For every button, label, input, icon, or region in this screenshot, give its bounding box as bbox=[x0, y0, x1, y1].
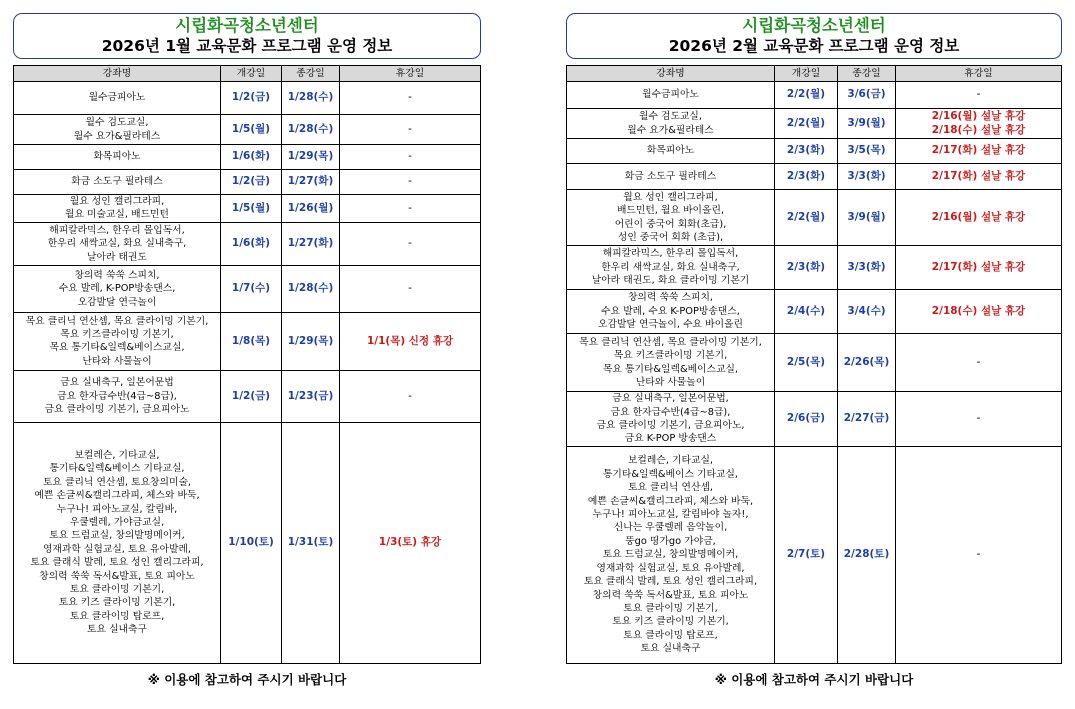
end-date: 2/27(금) bbox=[838, 392, 896, 447]
course-name-line: 토요 실내축구 bbox=[640, 643, 701, 655]
holiday-line: - bbox=[408, 150, 412, 163]
course-name-line: 오감발달 연극놀이, 수요 바이올린 bbox=[598, 319, 743, 331]
holiday bbox=[896, 139, 1062, 164]
start-date: 1/10(토) bbox=[221, 422, 282, 663]
header-holiday: 휴강일 bbox=[896, 66, 1062, 82]
course-name-line: 금요 실내축구, 일본어문법 bbox=[60, 377, 174, 389]
holiday bbox=[896, 164, 1062, 190]
holiday bbox=[896, 109, 1062, 139]
course-name-line: 금요 K-POP 방송댄스 bbox=[624, 433, 717, 445]
course-name-line: 금요 클라이밍 기본기, 금요피아노 bbox=[44, 404, 190, 416]
course-name-line: 배드민턴, 월요 바이올린, bbox=[616, 205, 725, 217]
course-name bbox=[567, 334, 775, 392]
holiday bbox=[340, 115, 481, 145]
start-date: 2/2(월) bbox=[775, 190, 838, 246]
course-name bbox=[14, 370, 221, 422]
course-name-line: 토요 클라이밍 기본기, bbox=[623, 602, 718, 614]
start-date: 1/6(화) bbox=[221, 222, 282, 265]
table-row bbox=[14, 312, 481, 370]
course-name bbox=[567, 82, 775, 109]
schedule-table bbox=[566, 65, 1062, 664]
course-name-line: 토요 드럼교실, 창의발명메이커, bbox=[49, 530, 185, 542]
holiday-line: - bbox=[976, 355, 981, 368]
course-name bbox=[14, 145, 221, 170]
holiday-line: - bbox=[408, 175, 412, 188]
course-name-line: 해피칼라믹스, 한우리 몰입독서, bbox=[602, 248, 739, 260]
table-row bbox=[14, 170, 481, 195]
course-name-line: 목요 클리닉 연산셈, 목요 클라이밍 기본기, bbox=[25, 315, 209, 327]
start-date: 1/7(수) bbox=[221, 265, 282, 312]
table-body bbox=[567, 82, 1062, 664]
end-date: 3/9(월) bbox=[838, 109, 896, 139]
start-date: 2/2(월) bbox=[775, 82, 838, 109]
course-name-line: 월수 요가&필라테스 bbox=[73, 130, 161, 142]
course-name bbox=[567, 447, 775, 664]
holiday-line: - bbox=[976, 88, 981, 101]
end-date: 3/3(화) bbox=[838, 164, 896, 190]
table-header-row bbox=[14, 66, 481, 82]
course-name-line: 토요 드럼교실, 창의발명메이커, bbox=[602, 549, 739, 561]
course-name-line: 월수금피아노 bbox=[88, 92, 146, 104]
course-name-line: 한우리 새싹교실, 화요 실내축구, bbox=[601, 261, 740, 273]
start-date: 1/5(월) bbox=[221, 195, 282, 223]
panel-january bbox=[13, 13, 481, 688]
course-name bbox=[14, 265, 221, 312]
course-name bbox=[14, 312, 221, 370]
course-name-line: 화금 소도구 필라테스 bbox=[71, 176, 163, 188]
course-name-line: 창의력 쑥쑥 독서&발표, 토요 피아노 bbox=[592, 589, 749, 601]
course-name bbox=[567, 190, 775, 246]
holiday-line: - bbox=[976, 412, 981, 425]
course-name-line: 우쿨렐레, 가야금교실, bbox=[69, 517, 165, 528]
course-name-line: 금요 한자급수반(4급~8급), bbox=[57, 390, 177, 402]
start-date: 1/8(목) bbox=[221, 312, 282, 370]
course-name-line: 목요 키즈클라이밍 기본기, bbox=[613, 350, 728, 362]
course-name-line: 금요 한자급수반(4급~8급), bbox=[610, 406, 731, 418]
start-date: 2/5(목) bbox=[775, 334, 838, 392]
course-name-line: 오감발달 연극놀이 bbox=[77, 296, 157, 308]
header-course: 강좌명 bbox=[14, 66, 221, 82]
holiday-line: - bbox=[408, 91, 412, 104]
course-name bbox=[567, 139, 775, 164]
end-date: 3/6(금) bbox=[838, 82, 896, 109]
course-name-line: 영재과학 실험교실, 토요 유아발레, bbox=[596, 562, 745, 574]
course-name bbox=[14, 222, 221, 265]
table-row bbox=[567, 164, 1062, 190]
holiday-line: - bbox=[976, 548, 981, 561]
course-name-line: 예쁜 손글씨&캘리그라피, 체스와 바둑, bbox=[587, 495, 754, 507]
course-name-line: 예쁜 손글씨&캘리그라피, 체스와 바둑, bbox=[34, 490, 200, 502]
header-course: 강좌명 bbox=[567, 66, 775, 82]
table-row bbox=[567, 82, 1062, 109]
table-row bbox=[14, 222, 481, 265]
end-date: 3/5(목) bbox=[838, 139, 896, 164]
header-holiday: 휴강일 bbox=[340, 66, 481, 82]
holiday bbox=[340, 265, 481, 312]
course-name-line: 금요 클라이밍 기본기, 금요피아노, bbox=[596, 420, 745, 431]
table-row bbox=[567, 190, 1062, 246]
holiday bbox=[896, 392, 1062, 447]
table-row bbox=[567, 139, 1062, 164]
holiday bbox=[896, 82, 1062, 109]
course-name bbox=[14, 115, 221, 145]
end-date: 2/26(목) bbox=[838, 334, 896, 392]
course-name-line: 성인 중국어 회화 (초급), bbox=[617, 231, 724, 243]
holiday bbox=[340, 195, 481, 223]
holiday bbox=[340, 82, 481, 115]
title-box bbox=[13, 13, 481, 59]
header-start: 개강일 bbox=[775, 66, 838, 82]
end-date: 1/31(토) bbox=[282, 422, 340, 663]
course-name-line: 토요 키즈 클라이밍 기본기, bbox=[58, 597, 176, 609]
title-box bbox=[566, 13, 1062, 59]
table-row bbox=[14, 145, 481, 170]
course-name bbox=[14, 195, 221, 223]
course-name-line: 영재과학 실험교실, 토요 유아발레, bbox=[42, 543, 192, 555]
course-name-line: 토요 키즈 클라이밍 기본기, bbox=[612, 616, 729, 628]
schedule-table bbox=[13, 65, 481, 664]
course-name-line: 토요 클라이밍 탑로프, bbox=[69, 610, 165, 622]
course-name-line: 목요 통기타&일렉&베이스교실, bbox=[49, 342, 185, 354]
course-name-line: 누구나! 피아노교실, 칼림바야 놀자!, bbox=[592, 509, 749, 521]
end-date: 3/4(수) bbox=[838, 290, 896, 334]
course-name-line: 월요 미술교실, 배드민턴 bbox=[65, 209, 169, 221]
end-date: 1/28(수) bbox=[282, 115, 340, 145]
holiday-line: - bbox=[408, 237, 412, 250]
table-body bbox=[14, 82, 481, 664]
course-name bbox=[567, 392, 775, 447]
course-name-line: 수요 발레, 수요 K-POP방송댄스, bbox=[601, 305, 740, 317]
table-row bbox=[14, 195, 481, 223]
course-name-line: 토요 클래식 발레, 토요 성인 캘리그라피, bbox=[30, 557, 204, 569]
holiday bbox=[340, 312, 481, 370]
organization-name: 시립화곡청소년센터 bbox=[175, 16, 319, 35]
course-name-line: 토요 클래식 발레, 토요 성인 캘리그라피, bbox=[583, 576, 758, 588]
panel-february bbox=[566, 13, 1062, 688]
course-name-line: 통기타&일렉&베이스 기타교실, bbox=[49, 463, 185, 475]
start-date: 1/2(금) bbox=[221, 82, 282, 115]
table-header-row bbox=[567, 66, 1062, 82]
end-date: 3/3(화) bbox=[838, 246, 896, 290]
holiday-line: - bbox=[408, 122, 412, 135]
course-name-line: 어린이 중국어 회화(초급), bbox=[614, 218, 727, 230]
holiday bbox=[340, 370, 481, 422]
holiday-line: 2/17(화) 설날 휴강 bbox=[931, 169, 1026, 182]
course-name-line: 난타와 사물놀이 bbox=[82, 355, 152, 367]
course-name-line: 월요 성인 캘리그라피, bbox=[623, 191, 718, 203]
course-name bbox=[14, 422, 221, 663]
holiday bbox=[896, 190, 1062, 246]
start-date: 1/5(월) bbox=[221, 115, 282, 145]
holiday-line: 1/1(목) 신정 휴강 bbox=[366, 334, 454, 347]
start-date: 2/3(화) bbox=[775, 246, 838, 290]
start-date: 1/2(금) bbox=[221, 370, 282, 422]
end-date: 1/27(화) bbox=[282, 222, 340, 265]
holiday bbox=[896, 447, 1062, 664]
start-date: 2/3(화) bbox=[775, 164, 838, 190]
holiday-line: 2/18(수) 설날 휴강 bbox=[931, 123, 1026, 136]
holiday-line: - bbox=[408, 201, 412, 214]
holiday bbox=[896, 290, 1062, 334]
course-name-line: 보컬레슨, 기타교실, bbox=[627, 455, 714, 467]
course-name bbox=[567, 164, 775, 190]
holiday bbox=[896, 334, 1062, 392]
start-date: 1/6(화) bbox=[221, 145, 282, 170]
course-name-line: 창의력 쑥쑥 독서&발표, 토요 피아노 bbox=[39, 570, 195, 582]
organization-name: 시립화곡청소년센터 bbox=[742, 16, 886, 35]
course-name-line: 목요 클리닉 연산셈, 목요 클라이밍 기본기, bbox=[579, 336, 762, 348]
schedule-title: 2026년 1월 교육문화 프로그램 운영 정보 bbox=[101, 37, 393, 55]
holiday bbox=[340, 145, 481, 170]
course-name-line: 목요 통기타&일렉&베이스교실, bbox=[602, 363, 739, 375]
start-date: 2/3(화) bbox=[775, 139, 838, 164]
course-name-line: 금요 실내축구, 일본어문법, bbox=[612, 393, 729, 405]
footer-note: ※ 이용에 참고하여 주시기 바랍니다 bbox=[147, 671, 347, 687]
course-name-line: 뚱go 띵가go 가야금, bbox=[625, 535, 716, 547]
course-name bbox=[567, 246, 775, 290]
course-name-line: 화목피아노 bbox=[93, 151, 141, 163]
course-name-line: 통기타&일렉&베이스 기타교실, bbox=[602, 468, 739, 480]
header-start: 개강일 bbox=[221, 66, 282, 82]
end-date: 1/29(목) bbox=[282, 312, 340, 370]
end-date: 3/9(월) bbox=[838, 190, 896, 246]
table-row bbox=[567, 334, 1062, 392]
schedule-title: 2026년 2월 교육문화 프로그램 운영 정보 bbox=[668, 37, 960, 55]
course-name bbox=[14, 170, 221, 195]
course-name-line: 토요 클라이밍 탑로프, bbox=[623, 629, 718, 641]
course-name-line: 토요 클라이밍 기본기, bbox=[69, 584, 165, 596]
table-row bbox=[567, 392, 1062, 447]
course-name-line: 토요 클리닉 연산셈, bbox=[627, 482, 714, 494]
course-name-line: 월수 검도교실, bbox=[85, 117, 149, 129]
course-name-line: 신나는 우쿨렐레 음악놀이, bbox=[613, 522, 728, 534]
course-name-line: 창의력 쑥쑥 스피치, bbox=[627, 292, 714, 304]
course-name-line: 해피칼라믹스, 한우리 몰입독서, bbox=[49, 224, 185, 236]
holiday bbox=[340, 170, 481, 195]
course-name-line: 목요 키즈클라이밍 기본기, bbox=[60, 328, 174, 340]
end-date: 1/28(수) bbox=[282, 265, 340, 312]
course-name-line: 월수 검도교실, bbox=[638, 111, 702, 123]
end-date: 1/27(화) bbox=[282, 170, 340, 195]
start-date: 2/4(수) bbox=[775, 290, 838, 334]
end-date: 2/28(토) bbox=[838, 447, 896, 664]
holiday-line: - bbox=[408, 389, 412, 402]
holiday bbox=[340, 422, 481, 663]
table-row bbox=[567, 290, 1062, 334]
table-row bbox=[567, 109, 1062, 139]
holiday-line: 2/16(월) 설날 휴강 bbox=[931, 110, 1026, 123]
start-date: 2/7(토) bbox=[775, 447, 838, 664]
footer-note: ※ 이용에 참고하여 주시기 바랍니다 bbox=[714, 672, 914, 687]
course-name-line: 보컬레슨, 기타교실, bbox=[74, 449, 160, 461]
course-name-line: 창의력 쑥쑥 스피치, bbox=[74, 269, 160, 281]
end-date: 1/28(수) bbox=[282, 82, 340, 115]
course-name-line: 월수금피아노 bbox=[642, 89, 699, 101]
end-date: 1/26(월) bbox=[282, 195, 340, 223]
course-name bbox=[14, 82, 221, 115]
holiday-line: - bbox=[408, 282, 412, 295]
course-name bbox=[567, 290, 775, 334]
table-row bbox=[14, 265, 481, 312]
start-date: 1/2(금) bbox=[221, 170, 282, 195]
table-row bbox=[567, 246, 1062, 290]
table-row bbox=[14, 422, 481, 663]
course-name bbox=[567, 109, 775, 139]
table-row bbox=[14, 82, 481, 115]
header-end: 종강일 bbox=[838, 66, 896, 82]
course-name-line: 날아라 태권도 bbox=[87, 251, 147, 263]
course-name-line: 한우리 새싹교실, 화요 실내축구, bbox=[47, 238, 187, 250]
holiday-line: 2/18(수) 설날 휴강 bbox=[931, 304, 1026, 317]
table-row bbox=[567, 447, 1062, 664]
table-row bbox=[14, 115, 481, 145]
course-name-line: 날아라 태권도, 화요 클라이밍 기본기 bbox=[591, 275, 750, 287]
end-date: 1/23(금) bbox=[282, 370, 340, 422]
end-date: 1/29(목) bbox=[282, 145, 340, 170]
course-name-line: 누구나! 피아노교실, 칼림바, bbox=[56, 503, 178, 515]
holiday bbox=[896, 246, 1062, 290]
course-name-line: 토요 실내축구 bbox=[87, 624, 147, 636]
holiday-line: 2/17(화) 설날 휴강 bbox=[931, 260, 1026, 273]
course-name-line: 월수 요가&필라테스 bbox=[627, 124, 714, 136]
course-name-line: 토요 클리닉 연산셈, 토요창의미술, bbox=[42, 476, 192, 488]
course-name-line: 난타와 사물놀이 bbox=[635, 376, 706, 388]
course-name-line: 화목피아노 bbox=[646, 145, 695, 157]
start-date: 2/2(월) bbox=[775, 109, 838, 139]
holiday-line: 2/16(월) 설날 휴강 bbox=[931, 210, 1026, 223]
course-name-line: 월요 성인 캘리그라피, bbox=[69, 196, 165, 207]
course-name-line: 화금 소도구 필라테스 bbox=[624, 170, 717, 182]
start-date: 2/6(금) bbox=[775, 392, 838, 447]
header-end: 종강일 bbox=[282, 66, 340, 82]
holiday bbox=[340, 222, 481, 265]
course-name-line: 수요 발레, K-POP방송댄스, bbox=[58, 283, 176, 295]
table-row bbox=[14, 370, 481, 422]
holiday-line: 1/3(토) 휴강 bbox=[378, 536, 442, 549]
holiday-line: 2/17(화) 설날 휴강 bbox=[931, 144, 1026, 157]
